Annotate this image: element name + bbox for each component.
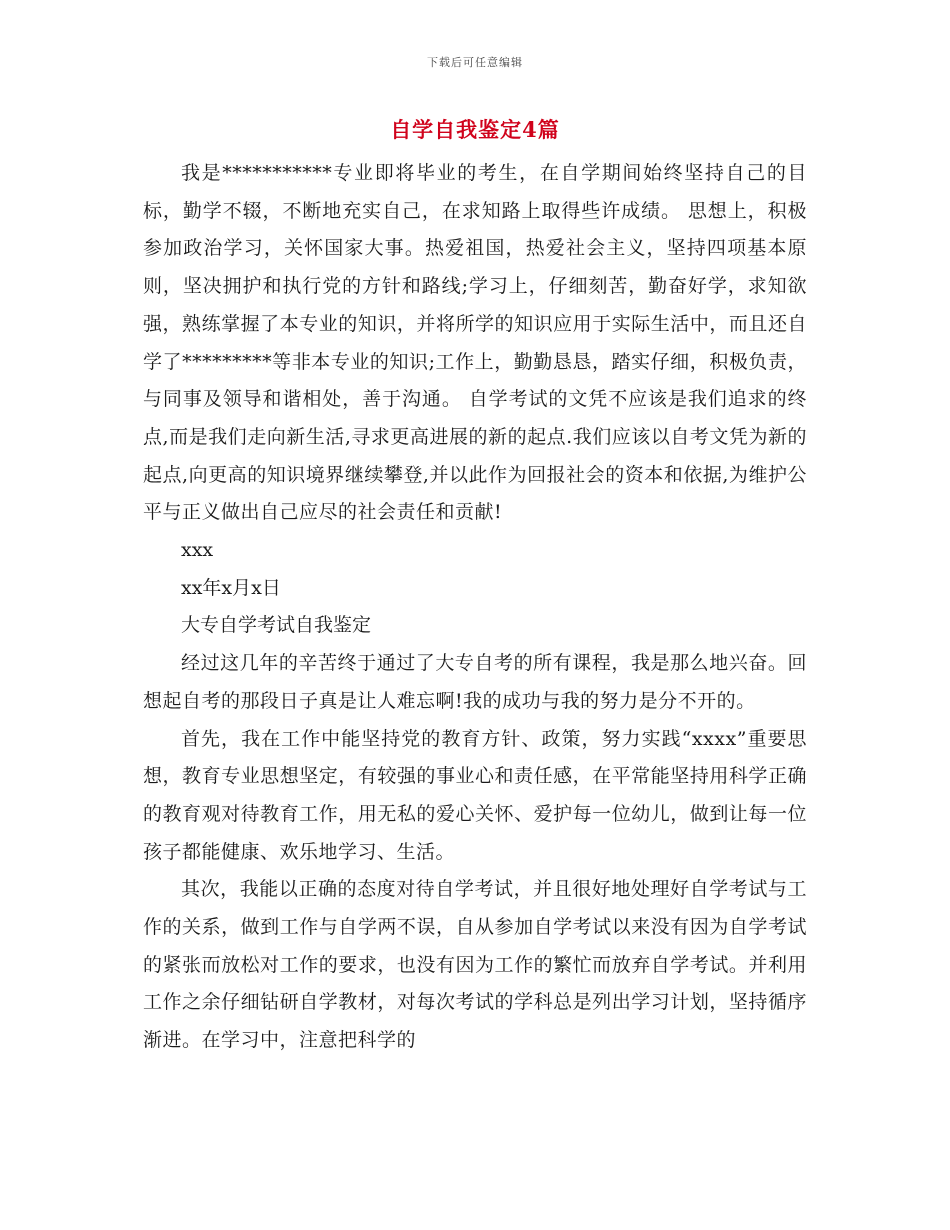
document-title: 自学自我鉴定4篇 <box>390 117 560 142</box>
paragraph-firstly: 首先，我在工作中能坚持党的教育方针、政策，努力实践“xxxx”重要思想，教育专业思想坚定，有较强的事业心和责任感，在平常能坚持用科学正确的教育观对待教育工作，用无私的爱心关怀、爱护每一位幼儿，做到让每一位孩子都能健康、欢乐地学习、生活。 <box>143 727 807 863</box>
signature-date: xx年x月x日 <box>181 576 281 599</box>
document-body <box>143 155 807 1060</box>
header-note: 下载后可任意编辑 <box>427 56 523 69</box>
section-heading: 大专自学考试自我鉴定 <box>181 614 372 637</box>
paragraph-intro: 经过这几年的辛苦终于通过了大专自考的所有课程，我是那么地兴奋。回想起自考的那段日子真是让人难忘啊!我的成功与我的努力是分不开的。 <box>143 652 807 712</box>
signature-name: xxx <box>181 539 214 562</box>
paragraph-secondly: 其次，我能以正确的态度对待自学考试，并且很好地处理好自学考试与工作的关系，做到工作与自学两不误，自从参加自学考试以来没有因为自学考试的紧张而放松对工作的要求，也没有因为工作的繁忙而放弃自学考试。并利用工作之余仔细钻研自学教材，对每次考试的学科总是列出学习计划，坚持循序渐进。在学习中，注意把科学的 <box>143 878 807 1052</box>
paragraph-self-assessment: 我是***********专业即将毕业的考生，在自学期间始终坚持自己的目标，勤学不辍，不断地充实自己，在求知路上取得些许成绩。 思想上，积极参加政治学习，关怀国家大事。热爱祖国，热爱社会主义，坚持四项基本原则，坚决拥护和执行党的方针和路线;学习上，仔细刻苦，勤奋好学，求知欲强，熟练掌握了本专业的知识，并将所学的知识应用于实际生活中，而且还自学了*********等非本专业的知识;工作上，勤勤恳恳，踏实仔细，积极负责，与同事及领导和谐相处，善于沟通。 自学考试的文凭不应该是我们追求的终点,而是我们走向新生活,寻求更高进展的新的起点.我们应该以自考文凭为新的起点,向更高的知识境界继续攀登,并以此作为回报社会的资本和依据,为维护公平与正义做出自己应尽的社会责任和贡献! <box>143 162 807 524</box>
